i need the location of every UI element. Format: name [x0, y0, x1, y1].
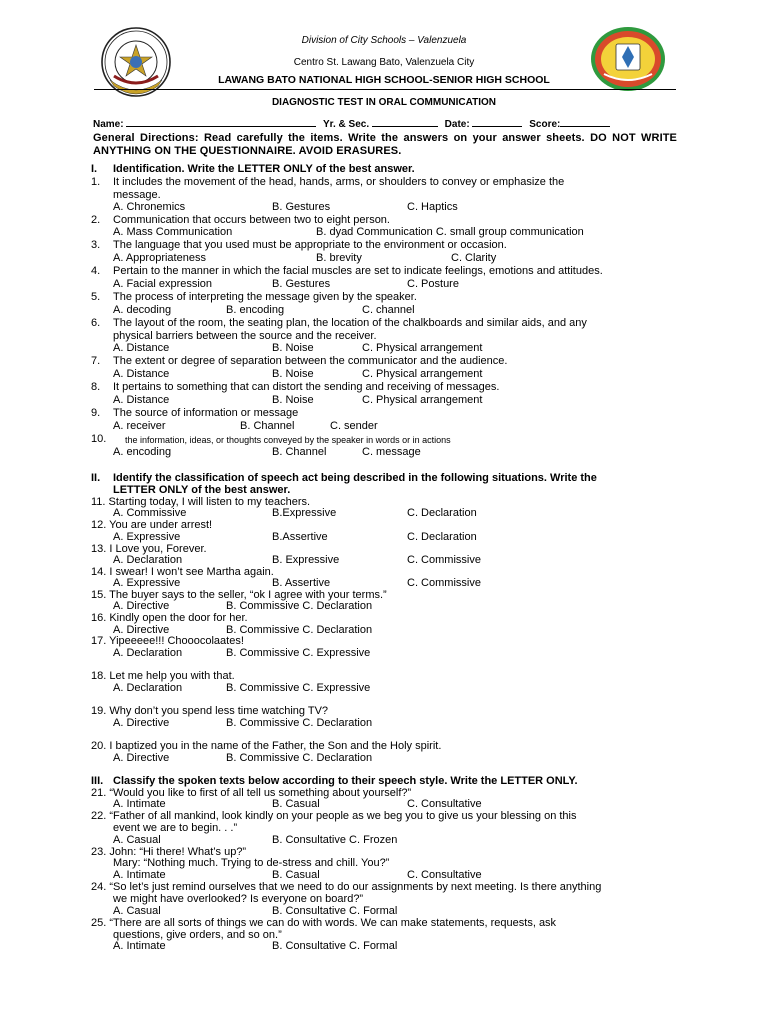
- section-1-heading: Identification. Write the LETTER ONLY of the best answer.: [113, 163, 415, 175]
- question-text: 13. I Love you, Forever.: [91, 543, 207, 555]
- question-text: The layout of the room, the seating plan, the location of the chalkboards and similar aids, and any: [113, 317, 587, 329]
- choice-a: A. Distance: [113, 342, 170, 354]
- question-text: 24. “So let’s just remind ourselves that we need to do our assignments by next meeting. Is there anything: [91, 881, 602, 893]
- choice-b: B. Casual: [272, 869, 320, 881]
- choice-c: C. Physical arrangement: [362, 368, 483, 380]
- choice-c: C. Commissive: [407, 554, 481, 566]
- question-text: The source of information or message: [113, 407, 299, 419]
- question-text: The language that you used must be appropriate to the environment or occasion.: [113, 239, 507, 251]
- question-text: 23. John: “Hi there! What’s up?”: [91, 846, 247, 858]
- question-text: The extent or degree of separation between the communicator and the audience.: [113, 355, 508, 367]
- question-text: the information, ideas, or thoughts conveyed by the speaker in words or in actions: [125, 435, 451, 445]
- question-number: 4.: [91, 265, 101, 277]
- choice-a: A. Directive: [113, 717, 170, 729]
- choice-c: C. Haptics: [407, 201, 458, 213]
- choice-b: B. Gestures: [272, 278, 331, 290]
- question-text: It pertains to something that can distort the sending and receiving of messages.: [113, 381, 500, 393]
- choice-b: B. encoding: [226, 304, 285, 316]
- choice-b: B.Assertive: [272, 531, 328, 543]
- choice-b: B. Channel: [240, 420, 295, 432]
- choice-a: A. Appropriateness: [113, 252, 206, 264]
- choice-a: A. Directive: [113, 752, 170, 764]
- choice-b: B. Consultative C. Frozen: [272, 834, 398, 846]
- choice-a: A. Facial expression: [113, 278, 213, 290]
- choice-c: C. Declaration: [407, 507, 477, 519]
- choice-b: B. Commissive C. Expressive: [226, 647, 371, 659]
- choice-c: C. Commissive: [407, 577, 481, 589]
- choice-c: C. Posture: [407, 278, 459, 290]
- school-address: Centro St. Lawang Bato, Valenzuela City: [293, 57, 475, 68]
- section-2-number: II.: [91, 472, 101, 484]
- choice-b: B. Gestures: [272, 201, 331, 213]
- choice-b: B. Commissive C. Declaration: [226, 624, 373, 636]
- question-number: 6.: [91, 317, 101, 329]
- name-label: Name:: [93, 119, 124, 130]
- choice-a: A. Expressive: [113, 531, 181, 543]
- date-label: Date:: [444, 119, 470, 130]
- choice-a: A. encoding: [113, 446, 172, 458]
- section-2-heading: LETTER ONLY of the best answer.: [113, 484, 291, 496]
- yrsec-label: Yr. & Sec.: [322, 119, 370, 130]
- choice-a: A. Directive: [113, 624, 170, 636]
- choice-b: B. Casual: [272, 798, 320, 810]
- yrsec-blank: [372, 116, 438, 127]
- choice-a: A. Chronemics: [113, 201, 186, 213]
- question-text: physical barriers between the source and the receiver.: [113, 330, 377, 342]
- name-blank: [126, 116, 316, 127]
- section-3-heading: Classify the spoken texts below according to their speech style. Write the LETTER ONLY.: [113, 775, 578, 787]
- question-text: 25. “There are all sorts of things we can do with words. We can make statements, requests, ask: [91, 917, 557, 929]
- choice-c: C. Clarity: [451, 252, 497, 264]
- choice-c: C. Consultative: [407, 798, 482, 810]
- question-text: message.: [113, 189, 161, 201]
- question-text: 16. Kindly open the door for her.: [91, 612, 248, 624]
- choice-b: B. Noise: [272, 342, 314, 354]
- choice-a: A. Mass Communication: [113, 226, 233, 238]
- choice-a: A. Intimate: [113, 869, 166, 881]
- choice-b: B. Consultative C. Formal: [272, 940, 398, 952]
- choice-b: B. Noise: [272, 394, 314, 406]
- question-text: The process of interpreting the message given by the speaker.: [113, 291, 417, 303]
- section-3-number: III.: [91, 775, 104, 787]
- test-title: DIAGNOSTIC TEST IN ORAL COMMUNICATION: [271, 97, 497, 108]
- question-text: 11. Starting today, I will listen to my teachers.: [91, 496, 311, 508]
- question-number: 2.: [91, 214, 101, 226]
- choice-a: A. Expressive: [113, 577, 181, 589]
- choice-b: B.Expressive: [272, 507, 337, 519]
- choice-a: A. Commissive: [113, 507, 187, 519]
- question-text: 15. The buyer says to the seller, “ok I agree with your terms.”: [91, 589, 387, 601]
- question-text: 12. You are under arrest!: [91, 519, 213, 531]
- score-label: Score:: [529, 119, 561, 130]
- choice-c: C. channel: [362, 304, 415, 316]
- question-number: 5.: [91, 291, 101, 303]
- question-text: 14. I swear! I won’t see Martha again.: [91, 566, 274, 578]
- choice-b: B. Channel: [272, 446, 327, 458]
- choice-a: A. Distance: [113, 368, 170, 380]
- choice-c: C. sender: [330, 420, 378, 432]
- choice-a: A. Intimate: [113, 798, 166, 810]
- general-directions: General Directions: Read carefully the items. Write the answers on your answer sheets. DO NOT WRITE ANYTHING ON THE QUESTIONNAIRE. AVOID ERASURES.: [93, 132, 677, 157]
- choice-a: A. decoding: [113, 304, 172, 316]
- question-text: 21. “Would you like to first of all tell us something about yourself?”: [91, 787, 412, 799]
- question-number: 8.: [91, 381, 101, 393]
- choice-a: A. Declaration: [113, 647, 183, 659]
- question-text: Mary: “Nothing much. Trying to de-stress and chill. You?”: [113, 857, 390, 869]
- question-text: Pertain to the manner in which the facial muscles are set to indicate feelings, emotions and attitudes.: [113, 265, 603, 277]
- question-text: Communication that occurs between two to eight person.: [113, 214, 390, 226]
- question-text: 18. Let me help you with that.: [91, 670, 235, 682]
- section-2-heading: Identify the classification of speech act being described in the following situations. Write the: [113, 472, 597, 484]
- choice-b: B. brevity: [316, 252, 362, 264]
- question-text: event we are to begin. . .”: [113, 822, 238, 834]
- question-number: 10.: [91, 433, 107, 445]
- header-divider: [94, 89, 676, 90]
- choice-b: B. Commissive C. Declaration: [226, 752, 373, 764]
- choice-a: A. Declaration: [113, 554, 183, 566]
- date-blank: [472, 116, 522, 127]
- choice-b: B. Assertive: [272, 577, 331, 589]
- choice-c: C. Consultative: [407, 869, 482, 881]
- choice-c: C. Physical arrangement: [362, 394, 483, 406]
- choice-b: B. Commissive C. Declaration: [226, 600, 373, 612]
- choice-a: A. Declaration: [113, 682, 183, 694]
- choice-a: A. Intimate: [113, 940, 166, 952]
- choice-b: B. Commissive C. Declaration: [226, 717, 373, 729]
- choice-a: A. Directive: [113, 600, 170, 612]
- choice-b: B. Noise: [272, 368, 314, 380]
- question-text: It includes the movement of the head, hands, arms, or shoulders to convey or emphasize the: [113, 176, 565, 188]
- question-text: 19. Why don’t you spend less time watching TV?: [91, 705, 329, 717]
- choice-a: A. receiver: [113, 420, 166, 432]
- division-name: Division of City Schools – Valenzuela: [301, 35, 467, 46]
- student-info-row: [93, 116, 614, 130]
- question-text: we might have overlooked? Is everyone on board?”: [113, 893, 364, 905]
- choice-b: B. Consultative C. Formal: [272, 905, 398, 917]
- choice-c: C. message: [362, 446, 421, 458]
- choice-a: A. Casual: [113, 905, 161, 917]
- score-blank: [560, 116, 610, 127]
- section-1-number: I.: [91, 163, 98, 175]
- choice-a: A. Casual: [113, 834, 161, 846]
- question-text: 17. Yipeeeee!!! Chooocolaates!: [91, 635, 244, 647]
- choice-b: B. dyad Communication C. small group communication: [316, 226, 584, 238]
- choice-c: C. Physical arrangement: [362, 342, 483, 354]
- question-number: 9.: [91, 407, 101, 419]
- choice-c: C. Declaration: [407, 531, 477, 543]
- choice-a: A. Distance: [113, 394, 170, 406]
- question-text: 22. “Father of all mankind, look kindly on your people as we beg you to give us your blessing on this: [91, 810, 577, 822]
- question-text: 20. I baptized you in the name of the Father, the Son and the Holy spirit.: [91, 740, 442, 752]
- school-name: LAWANG BATO NATIONAL HIGH SCHOOL-SENIOR HIGH SCHOOL: [218, 74, 550, 86]
- choice-b: B. Commissive C. Expressive: [226, 682, 371, 694]
- question-number: 7.: [91, 355, 101, 367]
- question-number: 3.: [91, 239, 101, 251]
- question-number: 1.: [91, 176, 101, 188]
- question-text: questions, give orders, and so on.”: [113, 929, 282, 941]
- choice-b: B. Expressive: [272, 554, 340, 566]
